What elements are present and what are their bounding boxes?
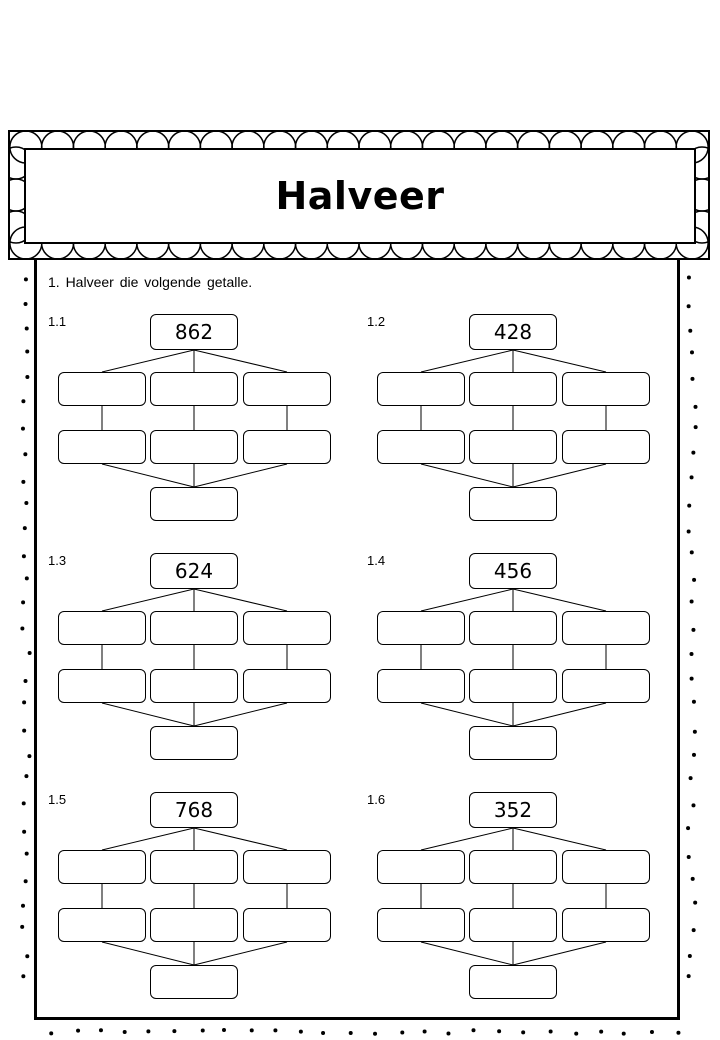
start-number-box: 428 — [469, 314, 557, 350]
split-box-3[interactable] — [243, 611, 331, 645]
split-box-2[interactable] — [150, 611, 238, 645]
split-box-2[interactable] — [469, 850, 557, 884]
problem-label: 1.3 — [48, 553, 67, 568]
split-box-1[interactable] — [377, 850, 465, 884]
split-box-1[interactable] — [377, 372, 465, 406]
split-box-1[interactable] — [377, 611, 465, 645]
instruction-text: 1. Halveer die volgende getalle. — [48, 274, 253, 290]
half-box-1[interactable] — [377, 908, 465, 942]
split-box-3[interactable] — [562, 850, 650, 884]
start-number-box: 862 — [150, 314, 238, 350]
split-box-3[interactable] — [243, 372, 331, 406]
split-box-1[interactable] — [58, 850, 146, 884]
split-box-1[interactable] — [58, 372, 146, 406]
half-box-2[interactable] — [469, 669, 557, 703]
answer-box[interactable] — [469, 965, 557, 999]
half-box-3[interactable] — [243, 430, 331, 464]
half-box-2[interactable] — [469, 430, 557, 464]
start-number-box: 624 — [150, 553, 238, 589]
answer-box[interactable] — [150, 965, 238, 999]
half-box-3[interactable] — [562, 430, 650, 464]
split-box-3[interactable] — [562, 611, 650, 645]
problem-4 — [367, 553, 657, 765]
split-box-2[interactable] — [469, 611, 557, 645]
half-box-1[interactable] — [58, 669, 146, 703]
half-box-2[interactable] — [150, 430, 238, 464]
title-box — [24, 148, 696, 244]
answer-box[interactable] — [469, 726, 557, 760]
split-box-2[interactable] — [150, 372, 238, 406]
split-box-2[interactable] — [469, 372, 557, 406]
start-number-box: 352 — [469, 792, 557, 828]
half-box-2[interactable] — [150, 669, 238, 703]
problem-6 — [367, 792, 657, 1004]
split-box-3[interactable] — [562, 372, 650, 406]
problem-3 — [48, 553, 338, 765]
half-box-3[interactable] — [562, 669, 650, 703]
split-box-3[interactable] — [243, 850, 331, 884]
start-number-box: 456 — [469, 553, 557, 589]
half-box-2[interactable] — [150, 908, 238, 942]
split-box-2[interactable] — [150, 850, 238, 884]
half-box-3[interactable] — [562, 908, 650, 942]
half-box-2[interactable] — [469, 908, 557, 942]
answer-box[interactable] — [150, 726, 238, 760]
page-title: Halveer — [275, 174, 445, 218]
start-number-box: 768 — [150, 792, 238, 828]
title-banner — [8, 130, 710, 260]
problem-label: 1.4 — [367, 553, 386, 568]
problem-label: 1.1 — [48, 314, 67, 329]
problem-label: 1.2 — [367, 314, 386, 329]
half-box-1[interactable] — [58, 430, 146, 464]
half-box-1[interactable] — [377, 669, 465, 703]
half-box-3[interactable] — [243, 908, 331, 942]
problem-label: 1.6 — [367, 792, 386, 807]
problem-label: 1.5 — [48, 792, 67, 807]
problem-5 — [48, 792, 338, 1004]
problem-1 — [48, 314, 338, 526]
problem-2 — [367, 314, 657, 526]
half-box-1[interactable] — [377, 430, 465, 464]
half-box-3[interactable] — [243, 669, 331, 703]
split-box-1[interactable] — [58, 611, 146, 645]
half-box-1[interactable] — [58, 908, 146, 942]
answer-box[interactable] — [150, 487, 238, 521]
answer-box[interactable] — [469, 487, 557, 521]
